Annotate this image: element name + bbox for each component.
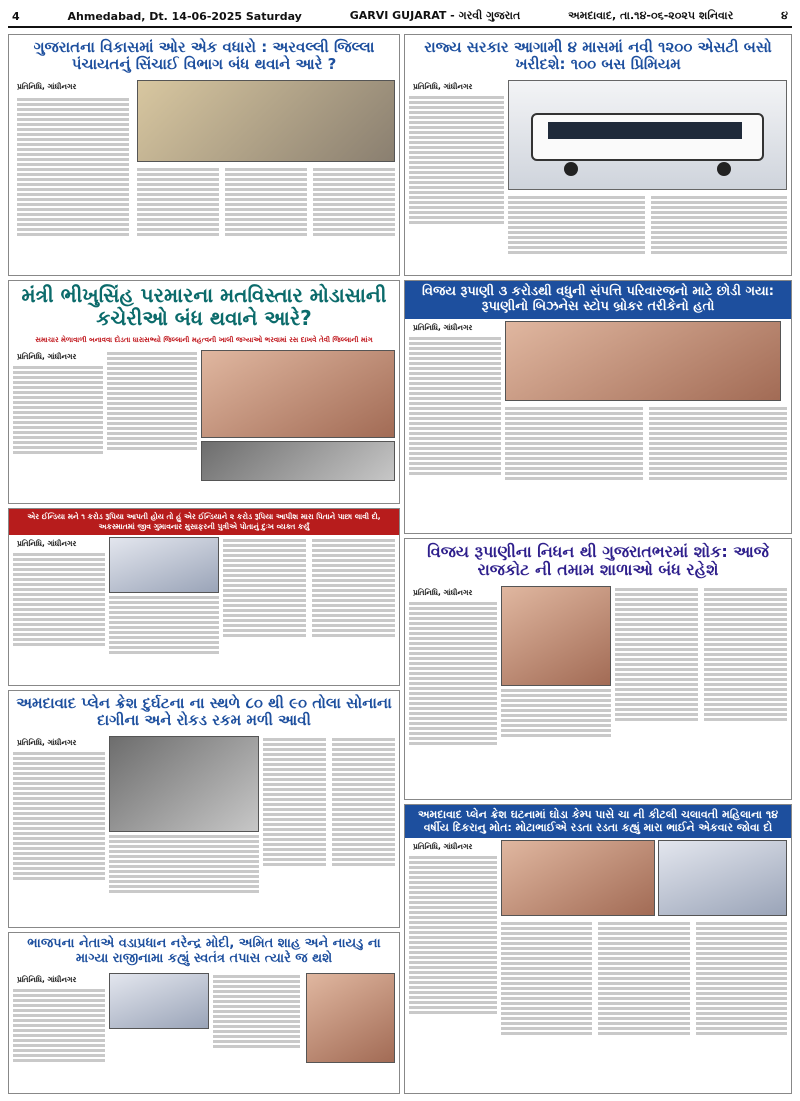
page-header bbox=[8, 6, 792, 28]
story-strap: એર ઈન્ડિયા મને ૧ કરોડ રૂપિયા આપતી હોય તો હું એર ઈન્ડિયાને ૨ કરોડ રૂપિયા આપીશ મારા પિતાને પાછા લાવી દો, અકસ્માતમાં જીવ ગુમાવનાર મુસાફરની પુત્રીએ પોતાનું દુઃખ વ્યક્ત કર્યું bbox=[9, 509, 399, 535]
story-airindia bbox=[8, 508, 400, 686]
page-number-right: ૪ bbox=[781, 9, 788, 22]
story-byline: પ્રતિનિધિ, ગાંધીનગર bbox=[413, 587, 473, 597]
boy-photo bbox=[658, 840, 787, 916]
story-bjp bbox=[8, 932, 400, 1094]
story-rupani-property bbox=[404, 280, 792, 534]
story-headline: અમદાવાદ પ્લેન ક્રેશ ઘટનામાં ઘોડા કેમ્પ પાસે ચા ની કીટલી ચલાવતી મહિલાના ૧૪ વર્ષીય દિકરાનુ મોત: મોટાભાઈએ રડતા રડતા કહ્યું મારા ભાઈને એકવાર જોવા દો bbox=[405, 805, 791, 838]
politician-photo bbox=[306, 973, 395, 1063]
edition-date: Ahmedabad, Dt. 14-06-2025 Saturday bbox=[67, 9, 302, 23]
bus-photo bbox=[508, 80, 787, 190]
story-rajkot bbox=[404, 538, 792, 800]
story-byline: પ્રતિનિધિ, ગાંધીનગર bbox=[17, 352, 77, 361]
story-byline: પ્રતિનિધિ, ગાંધીનગર bbox=[413, 842, 473, 852]
story-headline: અમદાવાદ પ્લેન ક્રેશ દુર્ઘટના ના સ્થળે ૮૦ થી ૯૦ તોલા સોનાના દાગીના અને રોકડ રકમ મળી આવી bbox=[9, 691, 399, 734]
rupani-photo bbox=[501, 586, 611, 686]
story-body-placeholder bbox=[13, 94, 133, 240]
story-teen bbox=[404, 804, 792, 1094]
delegation-photo bbox=[201, 441, 395, 481]
story-headline: વિજય રૂપાણીના નિધન થી ગુજરાતભરમાં શોક: આજે રાજકોટ ની તમામ શાળાઓ બંધ રહેશે bbox=[427, 542, 769, 580]
story-strap: સમાચાર મેળાવાળી બનાવવા દોડતા ધારાસભ્યો જિલ્લાની મહત્વની ખાલી જગ્યાઓ ભરવામાં રસ દાખવે તેવી જિલ્લાની માંગ bbox=[9, 333, 399, 348]
story-bus bbox=[404, 34, 792, 276]
story-modasa bbox=[8, 280, 400, 504]
mourners-photo bbox=[501, 840, 655, 916]
story-gold bbox=[8, 690, 400, 928]
story-headline: વિજય રૂપાણી ૩ કરોડથી વધુની સંપત્તિ પરિવારજનો માટે છોડી ગયા: રૂપાણીનો બિઝનેસ સ્ટોપ બ્રોકર તરીકેનો હતો bbox=[405, 281, 791, 319]
building-photo bbox=[137, 80, 395, 162]
story-byline: પ્રતિનિધિ, ગાંધીનગર bbox=[17, 737, 77, 747]
tweet-photo bbox=[109, 973, 209, 1029]
masthead: GARVI GUJARAT - ગરવી ગુજરાત bbox=[349, 9, 521, 22]
portrait-photo bbox=[505, 321, 781, 401]
plane-wreck-photo bbox=[109, 537, 219, 593]
story-byline: પ્રતિનિધિ, ગાંધીનગર bbox=[413, 81, 473, 91]
story-byline: પ્રતિનિધિ, ગાંધીનગર bbox=[17, 974, 77, 984]
story-byline: પ્રતિનિધિ, ગાંધીનગર bbox=[17, 81, 77, 91]
story-headline: રાજ્ય સરકાર આગામી ૪ માસમાં નવી ૧૨૦૦ એસટી બસો ખરીદશે: ૧૦૦ બસ પ્રિમિયમ bbox=[424, 38, 772, 74]
crash-site-photo bbox=[109, 736, 259, 832]
story-byline: પ્રતિનિધિ, ગાંધીનગર bbox=[17, 539, 77, 548]
story-byline: પ્રતિનિધિ, ગાંધીનગર bbox=[413, 322, 473, 332]
meeting-photo bbox=[201, 350, 395, 438]
story-headline: ભાજપના નેતાએ વડાપ્રધાન નરેન્દ્ર મોદી, અમિત શાહ અને નાયડુ ના માગ્યા રાજીનામા કહ્યું સ્વતંત્ર તપાસ ત્યારે જ થશે bbox=[9, 933, 399, 971]
story-aravalli bbox=[8, 34, 400, 276]
edition-date-gujarati: અમદાવાદ, તા.૧૪-૦૬-૨૦૨૫ શનિવાર bbox=[568, 9, 734, 22]
page-number-left: 4 bbox=[12, 9, 20, 23]
story-headline: ગુજરાતના વિકાસમાં ઓર એક વધારો : અરવલ્લી જિલ્લા પંચાયતનું સિંચાઈ વિભાગ બંધ થવાને આરે ? bbox=[9, 35, 399, 78]
story-headline: મંત્રી ભીખુસિંહ પરમારના મતવિસ્તાર મોડાસાની કચેરીઓ બંધ થવાને આરે? bbox=[21, 283, 387, 330]
